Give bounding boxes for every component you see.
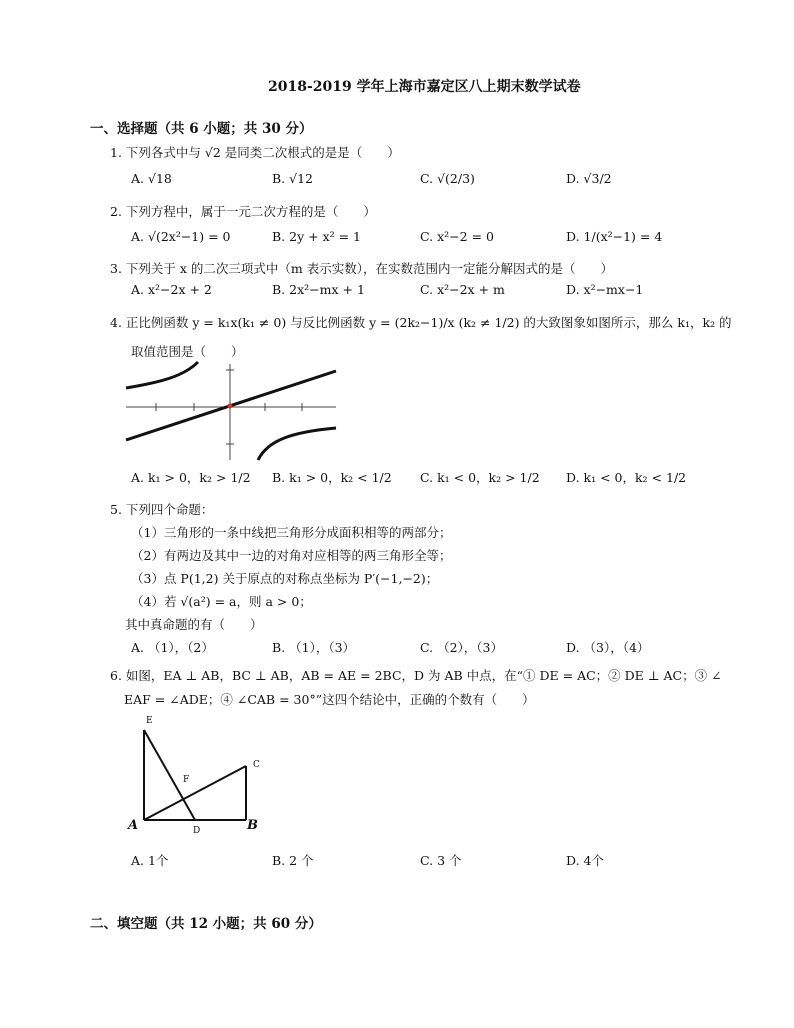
q3-option-d: D. x²−mx−1 [566, 282, 644, 297]
q2-stem: 2. 下列方程中，属于一元二次方程的是（ ） [110, 204, 376, 219]
q2-option-c: C. x²−2 = 0 [420, 229, 494, 244]
section-heading-choice: 一、选择题（共 6 小题；共 30 分） [90, 121, 313, 137]
q6-option-a: A. 1个 [131, 853, 169, 868]
q5-item-2: （2）有两边及其中一边的对角对应相等的两三角形全等； [131, 548, 452, 563]
q2-option-b: B. 2y + x² = 1 [272, 229, 362, 244]
q2-option-d: D. 1/(x²−1) = 4 [566, 229, 663, 244]
point-label-c: C [253, 760, 260, 770]
q5-item-4: （4）若 √(a²) = a，则 a > 0； [131, 594, 312, 609]
q4-option-b: B. k₁ > 0，k₂ < 1/2 [272, 470, 392, 485]
q5-option-d: D. （3），（4） [566, 640, 650, 655]
q3-option-a: A. x²−2x + 2 [131, 282, 212, 297]
q1-stem: 1. 下列各式中与 √2 是同类二次根式的是是（ ） [110, 145, 400, 160]
q4-stem-line1: 4. 正比例函数 y = k₁x(k₁ ≠ 0) 与反比例函数 y = (2k₂−1)/x (k₂ ≠ 1/2) 的大致图象如图所示，那么 k₁，k₂ 的 [110, 315, 732, 330]
q1-option-c: C. √(2/3) [420, 171, 475, 186]
q5-item-3: （3）点 P(1,2) 关于原点的对称点坐标为 P′(−1,−2)； [131, 571, 439, 586]
q3-option-c: C. x²−2x + m [420, 282, 505, 297]
q4-stem-line2: 取值范围是（ ） [131, 344, 244, 359]
q1-option-a: A. √18 [131, 171, 172, 186]
q6-option-b: B. 2 个 [272, 853, 314, 868]
q4-function-graph [122, 360, 342, 464]
section-heading-fill-in: 二、填空题（共 12 小题；共 60 分） [90, 916, 322, 932]
q5-option-b: B. （1），（3） [272, 640, 356, 655]
q6-stem-line1: 6. 如图，EA ⊥ AB，BC ⊥ AB，AB = AE = 2BC，D 为 AB 中点，在“① DE = AC；② DE ⊥ AC；③ ∠ [110, 668, 722, 683]
q3-stem: 3. 下列关于 x 的二次三项式中（m 表示实数），在实数范围内一定能分解因式的是（ ） [110, 261, 613, 276]
q2-option-a: A. √(2x²−1) = 0 [131, 229, 231, 244]
q4-option-a: A. k₁ > 0，k₂ > 1/2 [131, 470, 251, 485]
point-label-d: D [193, 826, 201, 836]
q6-option-c: C. 3 个 [420, 853, 462, 868]
q5-prompt: 其中真命题的有（ ） [125, 617, 263, 632]
point-label-a: A [128, 818, 139, 833]
q3-option-b: B. 2x²−mx + 1 [272, 282, 365, 297]
q5-stem: 5. 下列四个命题： [110, 502, 214, 517]
point-label-f: F [183, 775, 190, 785]
point-label-b: B [247, 818, 258, 833]
q5-option-a: A. （1），（2） [131, 640, 214, 655]
q5-item-1: （1）三角形的一条中线把三角形分成面积相等的两部分； [131, 525, 452, 540]
q5-option-c: C. （2），（3） [420, 640, 503, 655]
point-label-e: E [146, 716, 153, 726]
q6-stem-line2: EAF = ∠ADE；④ ∠CAB = 30°”这四个结论中，正确的个数有（ ） [124, 692, 535, 707]
q1-option-d: D. √3/2 [566, 171, 612, 186]
q4-option-d: D. k₁ < 0，k₂ < 1/2 [566, 470, 687, 485]
page-title: 2018-2019 学年上海市嘉定区八上期末数学试卷 [268, 79, 581, 95]
q6-option-d: D. 4个 [566, 853, 604, 868]
q1-option-b: B. √12 [272, 171, 314, 186]
q4-option-c: C. k₁ < 0，k₂ > 1/2 [420, 470, 540, 485]
